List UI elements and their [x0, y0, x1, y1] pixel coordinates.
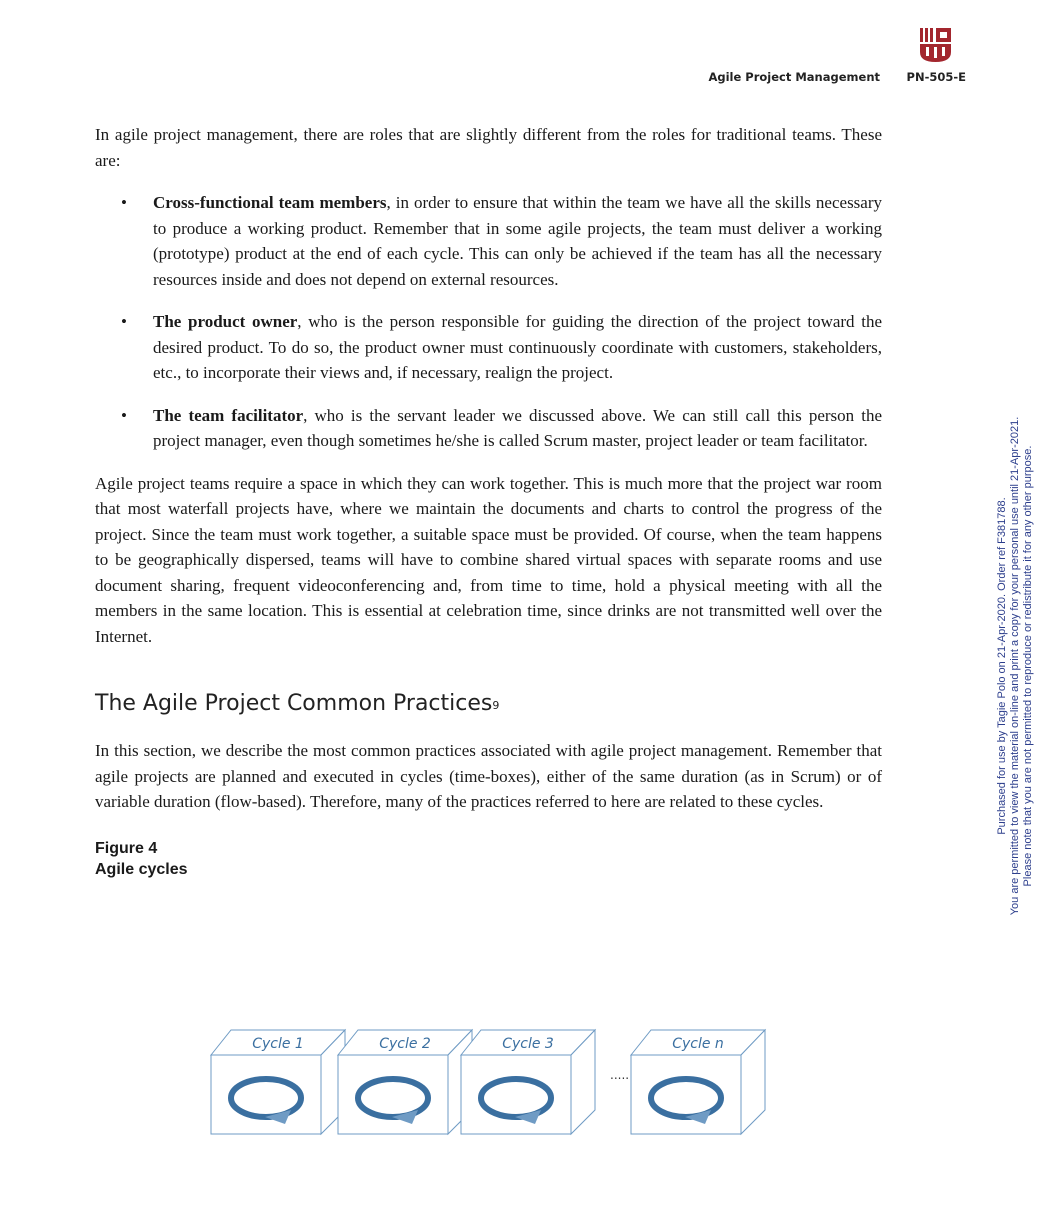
role-text: , who is the person responsible for guiding the direction of the project toward the desired product. To do so, the product owner must continuously coordinate with customers, stakeholders, etc., to incorporate their views and, if necessary, realign the project.: [153, 312, 882, 382]
role-term: The product owner: [153, 312, 298, 331]
watermark-line: Purchased for use by Tagie Polo on 21-Apr-2020. Order ref F381788.: [996, 497, 1008, 835]
watermark-line: Please note that you are not permitted to reproduce or redistribute it for any other purpose.: [1022, 445, 1034, 887]
section-heading: [95, 690, 882, 721]
institution-logo-icon: [918, 26, 954, 64]
cycle-box: [338, 1030, 472, 1134]
list-item: [121, 309, 882, 386]
bullet-icon: •: [121, 405, 127, 425]
role-text: , who is the servant leader we discussed above. We can still call this person the project manager, even though sometimes he/she is called Scrum master, project leader or team facilitator.: [153, 405, 883, 450]
list-item: [121, 403, 883, 454]
figure-number: Figure 4: [95, 839, 158, 857]
figure-caption: [95, 838, 882, 880]
section-heading-text: The Agile Project Common Practices: [95, 691, 493, 716]
agile-cycles-figure: [205, 1024, 775, 1144]
cycle-box: [461, 1030, 595, 1134]
bullet-icon: •: [121, 193, 127, 212]
figure-title: Agile cycles: [95, 860, 188, 878]
intro-paragraph: In agile project management, there are roles that are slightly different from the roles for traditional teams. These are:: [95, 125, 882, 170]
watermark-line: You are permitted to view the material on-line and print a copy for your personal use until 21-Apr-2021.: [1009, 416, 1021, 916]
cycle-label: Cycle 2: [379, 1036, 431, 1052]
role-text: , in order to ensure that within the team we have all the skills necessary to produce a working product. Remember that in some agile projects, the team must deliver a working (prototype) product at the end of each cycle. This can only be achieved if the team has all the necessary resources inside and does not depend on external resources.: [153, 193, 883, 289]
footnote-ref: 9: [492, 699, 500, 712]
main-content: [95, 122, 882, 880]
list-item: [121, 190, 883, 292]
license-watermark: [996, 366, 1035, 966]
cycle-box: [211, 1030, 345, 1134]
bullet-icon: •: [121, 312, 127, 331]
cycle-label: Cycle 1: [252, 1036, 304, 1052]
header-title: Agile Project Management: [708, 70, 880, 84]
team-space-paragraph: Agile project teams require a space in which they can work together. This is much more that the project war room that most waterfall projects have, where we maintain the documents and charts to control the progress of the project. Since the team must work together, a suitable space must be provided. Of course, when the team happens to be geographically dispersed, teams will have to combine shared virtual spaces with separate rooms and use document sharing, frequent videoconferencing and, from time to time, hold a physical meeting with all the members in the same location. This is essential at celebration time, since drinks are not transmitted well over the Internet.: [95, 473, 882, 646]
cycle-ellipsis: .....: [610, 1068, 630, 1082]
roles-list: [95, 190, 882, 454]
header-code: PN-505-E: [906, 70, 966, 84]
cycle-label: Cycle n: [672, 1036, 724, 1052]
cycle-label: Cycle 3: [502, 1036, 554, 1052]
cycle-box: [631, 1030, 765, 1134]
role-term: The team facilitator: [153, 405, 304, 425]
role-term: Cross-functional team members: [153, 193, 387, 212]
section-paragraph: In this section, we describe the most common practices associated with agile project management. Remember that agile projects are planned and executed in cycles (time-boxes), either of the same duration (as in Scrum) or of variable duration (flow-based). Therefore, many of the practices referred to here are related to these cycles.: [95, 741, 882, 811]
